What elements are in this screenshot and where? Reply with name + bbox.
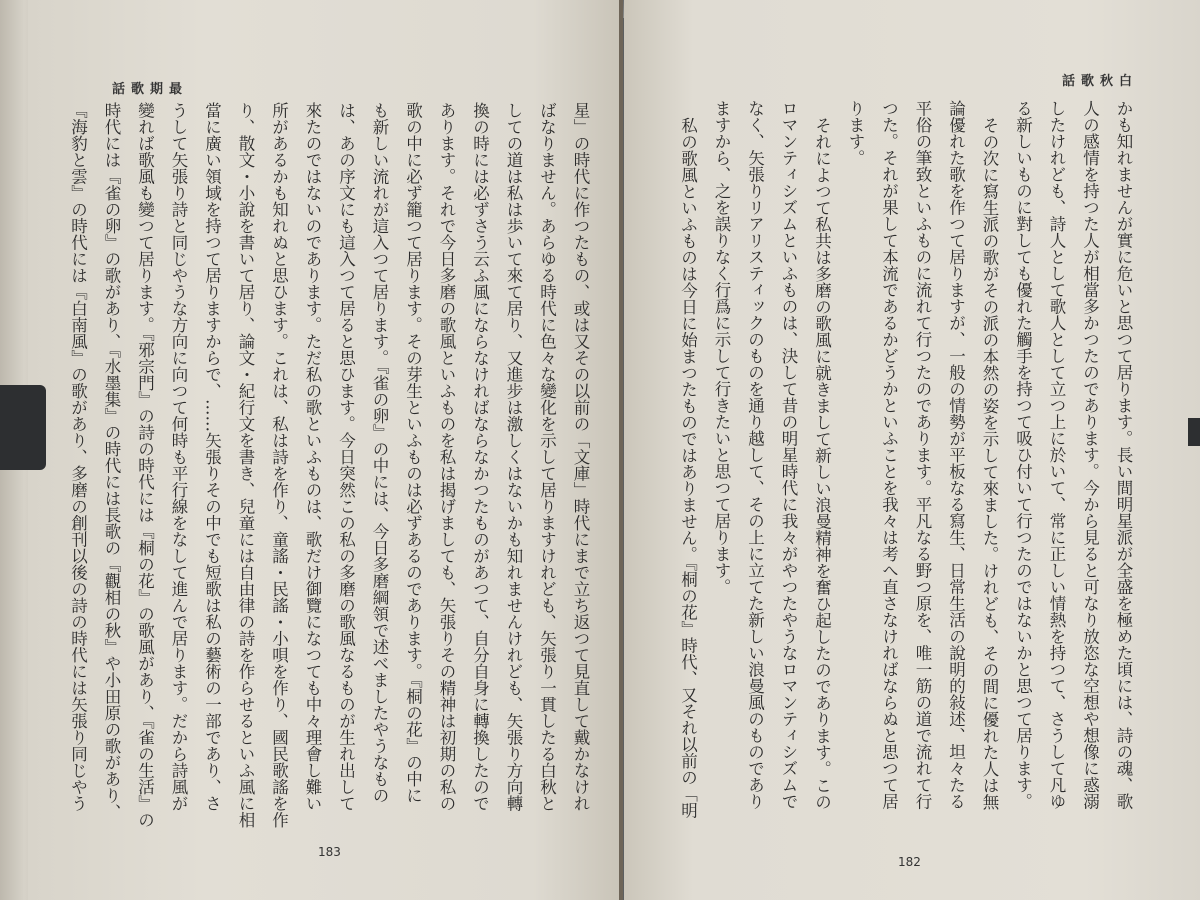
text-column: 『海豹と雲』の時代には『白南風』の歌があり、多磨の創刊以後の詩の時代には矢張り同じやう (68, 102, 88, 812)
right-running-header: 白秋歌話 (1062, 74, 1139, 89)
text-column: つた。それが果して本流であるかどうかといふことを我々は考へ直さなければならぬと思つて居 (879, 100, 899, 810)
text-column: 平俗の筆致といふものに流れて行つたのであります。平凡なる野つ原を、唯一筋の道で流れて行 (913, 100, 932, 810)
text-column: 當に廣い領域を持つて居りますからで、……矢張りその中でも短歌は私の藝術の一部であり、さ (202, 102, 222, 812)
text-column: それによつて私共は多磨の歌風に就きまして新しい浪曼精神を奮ひ起したのであります。この (812, 117, 832, 810)
text-column: も新しい流れが這入つて居ります。『雀の卵』の中には、今日多磨綱領で述べましたやうなもの (370, 102, 389, 804)
text-column: かも知れませんが實に危いと思つて居ります。長い間明星派が全盛を極めた頃には、詩の魂、歌 (1114, 100, 1133, 810)
text-column: 來たのではないのであります。ただ私の歌といふものは、歌だけ御覽になつても中々理會し難い (303, 102, 322, 812)
text-column: 歌の中に必ず籠つて居ります。その芽生といふものは必ずあるのであります。『桐の花』の中に (403, 102, 423, 804)
left-page-number: 183 (318, 845, 341, 859)
right-page-text (660, 100, 1140, 840)
text-column: り、散文・小說を書いて居り、論文・紀行文を書き、兒童には自由律の詩を作らせるといふ風に相 (236, 102, 255, 828)
text-column: 換の時には必ずさう云ふ風にならなければならなかつたものがあつて、自分自身に轉換したので (470, 102, 490, 812)
text-column: 私の歌風といふものは今日に始まつたものではありません。『桐の花』時代、又それ以前の「明 (678, 117, 698, 819)
text-column: 星」の時代に作つたもの、或は又その以前の「文庫」時代にまで立ち返つて見直して戴かなけれ (571, 102, 590, 812)
text-column: しての道は私は歩いて來て居り、又進步は激しくはないかも知れませんけれども、矢張り方向轉 (504, 102, 523, 812)
text-column: したけれども、詩人として歌人として立つ上に於いて、常に正しい情熱を持つて、さうして凡ゆ (1047, 100, 1066, 810)
left-running-header: 最期歌話 (112, 82, 189, 97)
text-column: その次に寫生派の歌がその派の本然の姿を示して來ました。けれども、その間に優れた人は無 (980, 117, 999, 810)
text-column: うして矢張り詩と同じやうな方向に向つて何時も平行線をなして進んで居ります。だから詩風が (169, 102, 188, 812)
text-column: 變れば歌風も變つて居ります。『邪宗門』の詩の時代には『桐の花』の歌風があり、『雀の生活』の (135, 102, 155, 828)
text-column: ばなりません。あらゆる時代に色々な變化を示して居りますけれども、矢張り一貫したる白秋と (537, 102, 557, 812)
text-column: ロマンティシズムといふものは、決して昔の明星時代に我々がやつたやうなロマンティシズムで (779, 100, 798, 810)
text-column: る新しいものに對しても優れた觸手を持つて吸ひ付いて行つたのではないかと思つて居ります。 (1013, 100, 1033, 810)
text-column: 論優れた歌を作つて居りますが、一般の情勢が平板なる寫生、日常生活の說明的敍述、坦々たる (946, 100, 966, 810)
text-column: 時代には『雀の卵』の歌があり、『水墨集』の時代には長歌の『觀相の秋』や小田原の歌があり、 (102, 102, 121, 820)
book-spine (619, 0, 623, 900)
text-column: 所があるかも知れぬと思ひます。これは、私は詩を作り、童謠・民謠・小唄を作り、國民歌謠を作 (269, 102, 289, 828)
text-column: ますから、之を誤りなく行爲に示して行きたいと思つて居ります。 (712, 100, 731, 595)
text-column: 人の感情を持つた人が相當多かつたのであります。今から見ると可なり放恣な空想や想像に惑溺 (1080, 100, 1100, 810)
text-column: なく、矢張りリアリスティックのものを通り越して、その上に立てた新しい浪曼風のものであり (745, 100, 765, 810)
book-weight-right (1188, 418, 1200, 446)
right-page-number: 182 (898, 855, 921, 869)
book-weight-left (0, 385, 46, 470)
left-page-text (52, 102, 597, 832)
text-column: あります。それで今日多磨の歌風といふものを私は揭げましても、矢張りその精神は初期の私の (437, 102, 456, 812)
text-column: ります。 (846, 100, 865, 166)
text-column: は、あの序文にも這入つて居ると思ひます。今日突然この私の多磨の歌風なるものが生れ出して (336, 102, 356, 812)
